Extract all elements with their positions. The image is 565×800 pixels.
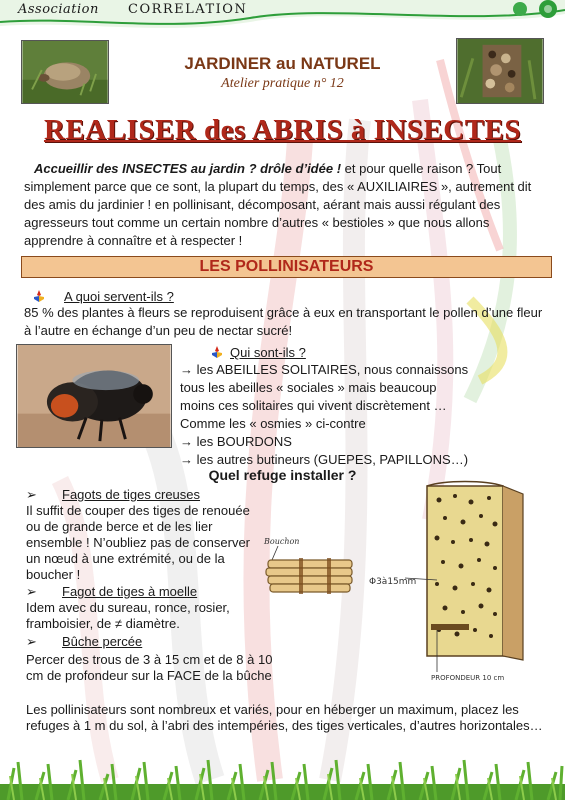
- question-text: Qui sont-ils ?: [230, 345, 306, 360]
- colored-diamond-bullet-icon: [210, 346, 224, 358]
- item-title: Fagots de tiges creuses: [62, 487, 201, 502]
- diameter-label: Φ3à15mm: [369, 577, 417, 587]
- arrowhead-bullet-icon: ➢: [26, 634, 37, 649]
- refuge-heading: Quel refuge installer ?: [208, 467, 357, 483]
- answer-line: → les ABEILLES SOLITAIRES, nous connaissons: [180, 362, 469, 377]
- page-headline: REALISER des ABRIS à INSECTES: [43, 114, 522, 146]
- item-title: Bûche percée: [62, 634, 143, 649]
- answer-line: moins ces solitaires qui vivent discrètement …: [180, 398, 447, 413]
- drilled-log-sketch: [365, 480, 540, 690]
- depth-label: PROFONDEUR 10 cm: [431, 674, 505, 682]
- answer-what-for: 85 % des plantes à fleurs se reproduisent grâce à eux en transportant le pollen d’une fleur à l’autre en échange d’un peu de nectar sucré!: [24, 305, 543, 338]
- item-hollow-stems-heading: [26, 487, 200, 503]
- answer-line: → les autres butineurs (GUEPES, PAPILLONS…): [180, 452, 469, 467]
- question-what-for: [32, 289, 174, 304]
- intro-lead: Accueillir des INSECTES au jardin ? drôle d’idée !: [34, 161, 342, 176]
- stem-bundle-sketch: [258, 532, 358, 602]
- answer-line: → les BOURDONS: [180, 434, 292, 449]
- arrowhead-bullet-icon: ➢: [26, 487, 37, 502]
- item-pith-stems-text: Idem avec du sureau, ronce, rosier, framboisier, de ≠ diamètre.: [26, 600, 230, 631]
- question-who: [210, 345, 306, 360]
- association-label: Association: [18, 2, 99, 17]
- question-text: A quoi servent-ils ?: [64, 289, 174, 304]
- solitary-bee-photo: [16, 344, 172, 448]
- arrowhead-bullet-icon: ➢: [26, 584, 37, 599]
- answer-who: [180, 361, 480, 469]
- grass-border: [0, 758, 565, 800]
- colored-diamond-bullet-icon: [32, 290, 46, 302]
- item-title: Fagot de tiges à moelle: [62, 584, 198, 599]
- answer-line: tous les abeilles « sociales » mais beaucoup: [180, 380, 437, 395]
- association-name: CORRELATION: [128, 2, 248, 17]
- item-drilled-log-heading: [26, 634, 142, 650]
- item-pith-stems-heading: [26, 584, 197, 600]
- intro-paragraph: [24, 160, 544, 250]
- section-heading: LES POLLINISATEURS: [21, 256, 552, 278]
- workshop-title: JARDINER au NATUREL: [184, 54, 381, 73]
- item-hollow-stems-text: Il suffit de couper des tiges de renouée ou de grande berce et de les lier ensemble ! N’oubliez pas de conserver un nœud à une extrémité, ou de la boucher !: [26, 503, 251, 582]
- intro-body: et pour quelle raison ? Tout simplement parce que ce sont, la plupart du temps, des « AUXILIAIRES », autrement dit des amis du jardinier ! en pollinisant, décomposant, aérant mais aussi régulant des agresseurs tout comme un certain nombre d’autres « bestioles » que nous allons apprendre à connaître et à respecter !: [24, 161, 532, 248]
- answer-line: Comme les « osmies » ci-contre: [180, 416, 366, 431]
- bundle-label: Bouchon: [264, 537, 300, 546]
- item-drilled-log-text: Percer des trous de 3 à 15 cm et de 8 à 10 cm de profondeur sur la FACE de la bûche: [26, 652, 273, 683]
- closing-paragraph: Les pollinisateurs sont nombreux et variés, pour en héberger un maximum, placez les refuges à 1 m du sol, à l’abri des intempéries, des tiges verticales, d’autres horizontales…: [26, 702, 543, 733]
- workshop-subtitle: Atelier pratique n° 12: [221, 76, 344, 91]
